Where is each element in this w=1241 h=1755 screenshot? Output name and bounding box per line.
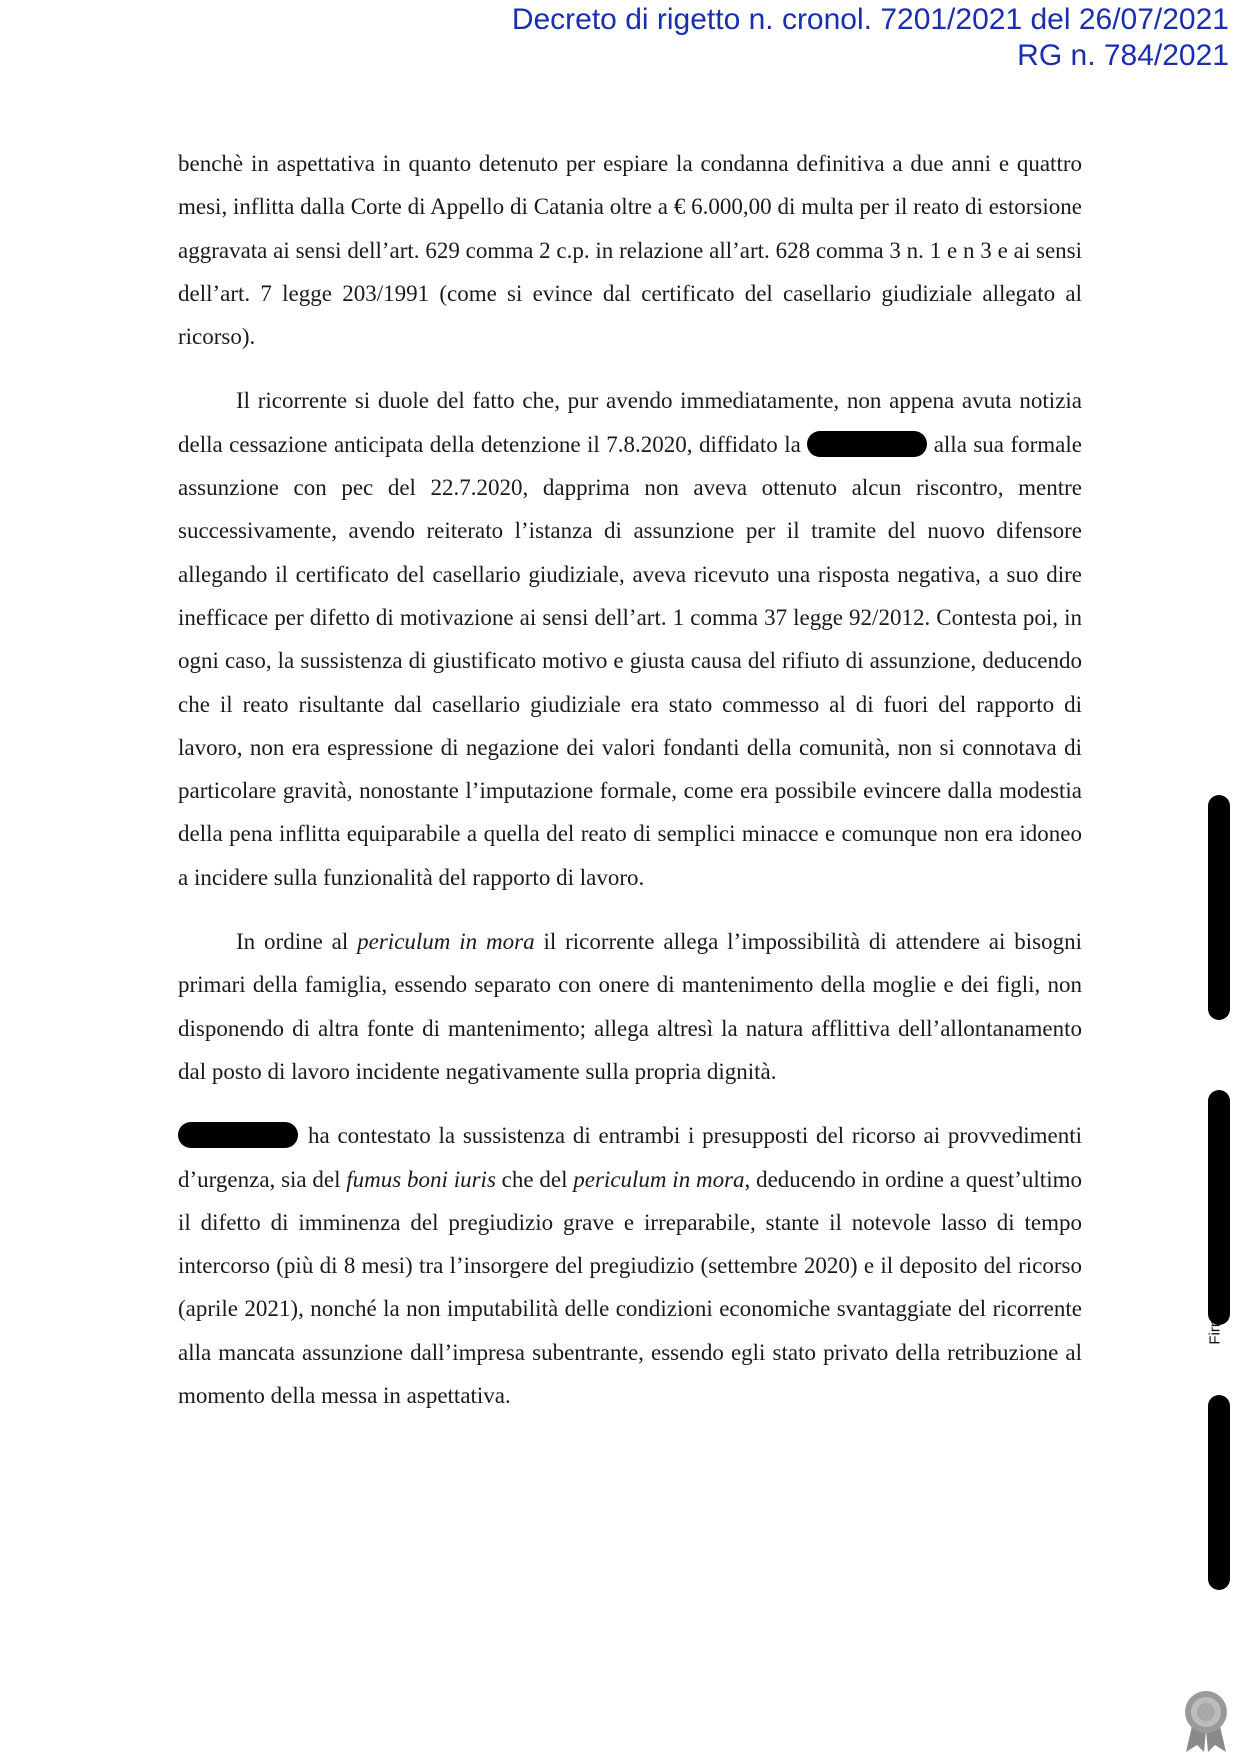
redaction-mark: [807, 431, 927, 457]
paragraph-3: [178, 920, 1082, 1093]
paragraph-3-part-a: In ordine al: [236, 929, 358, 955]
paragraph-2-part-a: Il ricorrente si duole del fatto che, pur avendo immediatamente, non appena avuta notizia della cessazione anticipata della detenzione il 7.8.2020, diffidato la: [178, 388, 1082, 457]
redaction-mark: [1208, 795, 1230, 1020]
paragraph-2-part-b: alla sua formale assunzione con pec del 22.7.2020, dapprima non aveva ottenuto alcun riscontro, mentre successivamente, avendo reiterato l’istanza di assunzione per il tramite del nuovo difensore allegando il certificato del casellario giudiziale, aveva ricevuto una risposta negativa, a suo dire inefficace per difetto di motivazione ai sensi dell’art. 1 comma 37 legge 92/2012. Contesta poi, in ogni caso, la sussistenza di giustificato motivo e giusta causa del rifiuto di assunzione, deducendo che il reato risultante dal casellario giudiziale era stato commesso al di fuori del rapporto di lavoro, non era espressione di negazione dei valori fondanti della comunità, non si connotava di particolare gravità, nonostante l’imputazione formale, come era possibile evincere dalla modestia della pena inflitta equiparabile a quella del reato di semplici minacce e comunque non era idoneo a incidere sulla funzionalità del rapporto di lavoro.: [178, 431, 1082, 890]
paragraph-4-italic-2: periculum in mora: [573, 1166, 745, 1192]
redaction-mark: [1208, 1395, 1230, 1590]
redaction-mark: [178, 1122, 298, 1148]
paragraph-3-part-b: il ricorrente allega l’impossibilità di attendere ai bisogni primari della famiglia, essendo separato con onere di mantenimento della moglie e dei figli, non disponendo di altra fonte di mantenimento; allega altresì la natura afflittiva dell’allontanamento dal posto di lavoro incidente negativamente sulla propria dignità.: [178, 929, 1083, 1084]
paragraph-2: [178, 379, 1082, 899]
signature-sidebar: [1200, 795, 1230, 1675]
document-body: [178, 142, 1082, 1438]
paragraph-4-part-b: che del: [495, 1166, 574, 1192]
paragraph-1: benchè in aspettativa in quanto detenuto per espiare la condanna definitiva a due anni e quattro mesi, inflitta dalla Corte di Appello di Catania oltre a € 6.000,00 di multa per il reato di estorsione aggravata ai sensi dell’art. 629 comma 2 c.p. in relazione all’art. 628 comma 3 n. 1 e n 3 e ai sensi dell’art. 7 legge 203/1991 (come si evince dal certificato del casellario giudiziale allegato al ricorso).: [178, 151, 1082, 350]
seal-icon: [1178, 1688, 1234, 1754]
paragraph-4: [178, 1114, 1082, 1417]
paragraph-4-part-c: , deducendo in ordine a quest’ultimo il difetto di imminenza del pregiudizio grave e irreparabile, stante il notevole lasso di tempo intercorso (più di 8 mesi) tra l’insorgere del pregiudizio (settembre 2020) e il deposito del ricorso (aprile 2021), nonché la non imputabilità delle condizioni economiche svantaggiate del ricorrente alla mancata assunzione dall’impresa subentrante, essendo egli stato privato della retribuzione al momento della messa in aspettativa.: [178, 1166, 1082, 1409]
header-decree-line: Decreto di rigetto n. cronol. 7201/2021 del 26/07/2021: [511, 3, 1229, 36]
paragraph-4-part-a: ha contestato la sussistenza di entrambi i presupposti del ricorso ai provvedimenti d’urgenza, sia del: [178, 1123, 1082, 1192]
document-header: [512, 2, 1229, 74]
paragraph-4-italic-1: fumus boni iuris: [346, 1166, 496, 1192]
header-rg-line: RG n. 784/2021: [1017, 39, 1229, 72]
paragraph-3-italic: periculum in mora: [357, 929, 535, 955]
redaction-mark: [1208, 1090, 1230, 1325]
